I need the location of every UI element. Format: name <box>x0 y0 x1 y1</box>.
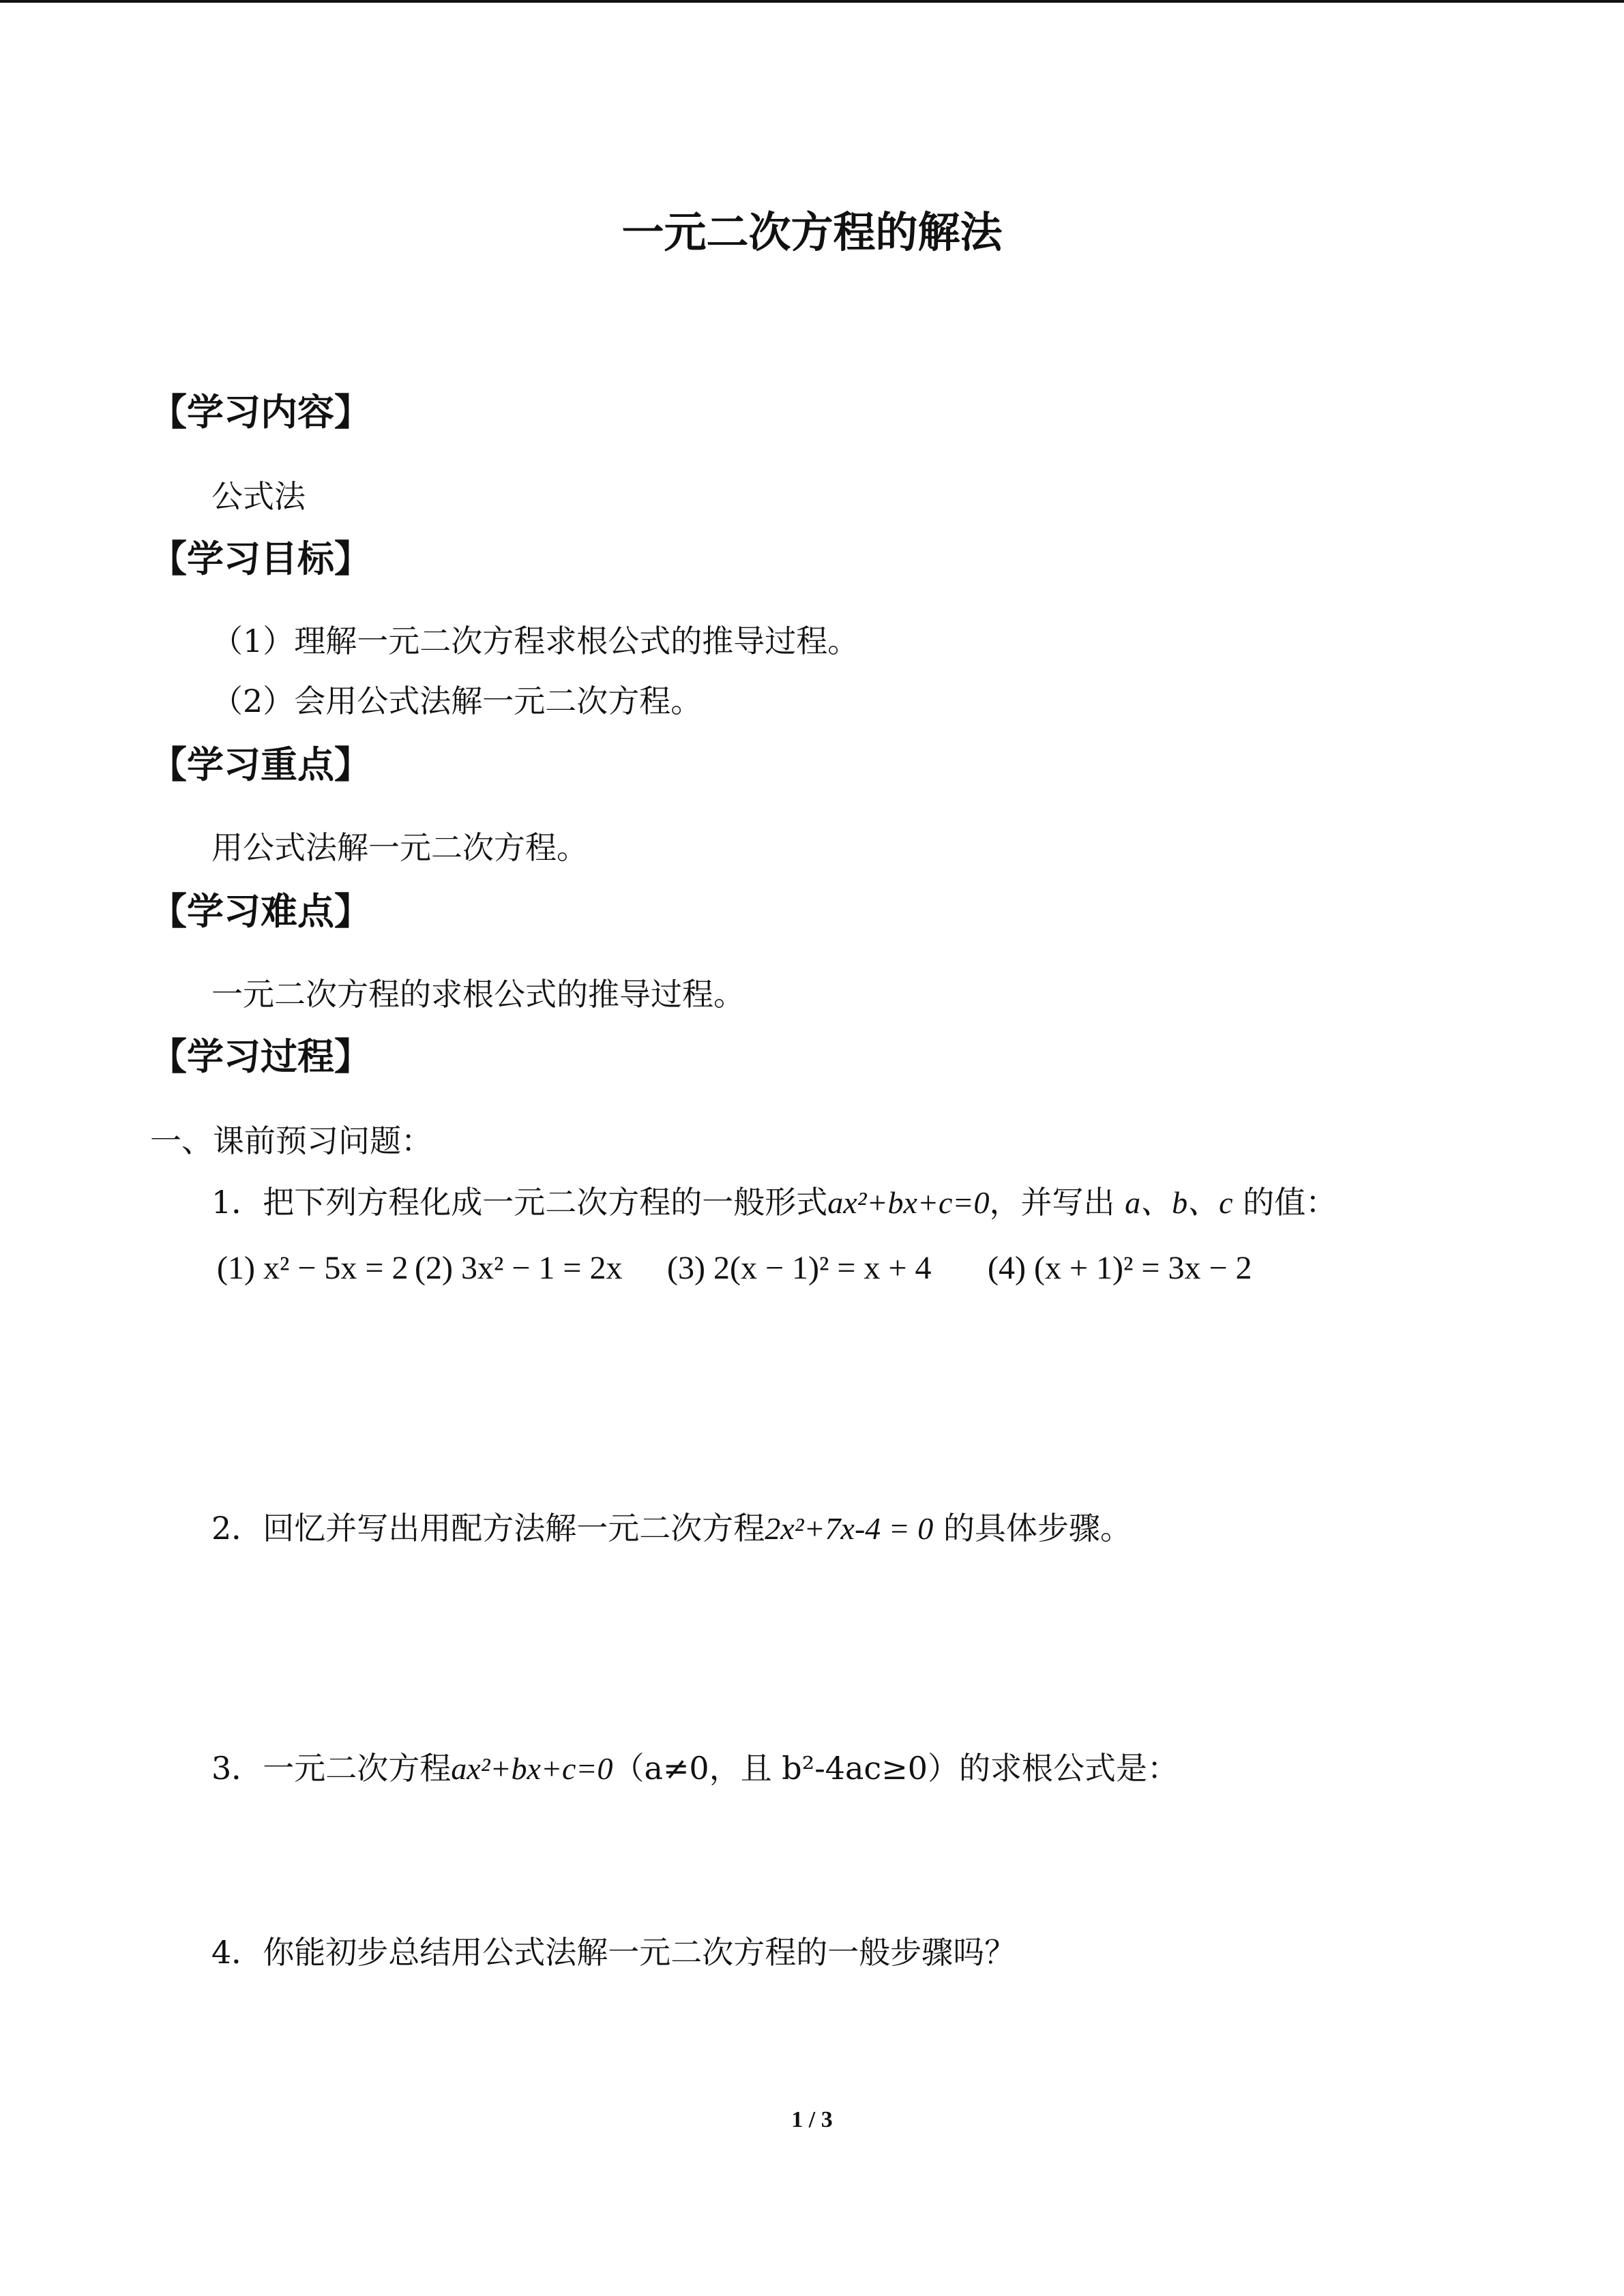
q2-text-b: 的具体步骤。 <box>943 1510 1132 1547</box>
q1-form: ax²+bx+c=0 <box>827 1185 990 1220</box>
q3-text-b: 的求根公式是： <box>959 1750 1179 1787</box>
q4-num: 4． <box>211 1934 263 1971</box>
question-2 <box>211 1512 1132 1545</box>
q1-equation: (1) x² − 5x = 2 <box>217 1250 409 1286</box>
heading-process: 【学习过程】 <box>150 1035 371 1078</box>
question-4 <box>211 1934 1016 1971</box>
q1-equation: (4) (x + 1)² = 3x − 2 <box>988 1250 1252 1286</box>
q1-equations <box>217 1249 1252 1287</box>
q2-text-a: 回忆并写出用配方法解一元二次方程 <box>263 1510 765 1547</box>
q1-text-c: 的值： <box>1243 1184 1338 1221</box>
question-3 <box>211 1750 1179 1787</box>
difficulty-text: 一元二次方程的求根公式的推导过程。 <box>211 976 745 1013</box>
keypoint-text: 用公式法解一元二次方程。 <box>211 829 588 866</box>
q3-eq: ax²+bx+c=0 <box>451 1751 613 1786</box>
q1-equation: (3) 2(x − 1)² = x + 4 <box>667 1250 932 1286</box>
q2-num: 2． <box>211 1510 263 1547</box>
goal-item-1: （1）理解一元二次方程求根公式的推导过程。 <box>211 623 859 659</box>
q3-num: 3． <box>211 1750 263 1787</box>
q1-num: 1． <box>211 1184 263 1221</box>
heading-content: 【学习内容】 <box>150 391 371 434</box>
q2-eq: 2x²+7x-4 = 0 <box>765 1511 934 1546</box>
page-title: 一元二次方程的解法 <box>621 207 1003 257</box>
content-text: 公式法 <box>211 478 306 515</box>
question-1 <box>211 1184 1338 1221</box>
goal-item-2: （2）会用公式法解一元二次方程。 <box>211 683 703 719</box>
heading-goals: 【学习目标】 <box>150 537 371 580</box>
q1-equation: (2) 3x² − 1 = 2x <box>415 1250 623 1286</box>
preview-label: 一、课前预习问题： <box>150 1122 432 1159</box>
heading-difficulty: 【学习难点】 <box>150 890 371 933</box>
q1-vars: a、b、c <box>1125 1185 1233 1220</box>
top-border <box>0 0 1624 3</box>
q1-text-b: ，并写出 <box>989 1184 1115 1221</box>
q3-text-a: 一元二次方程 <box>263 1750 452 1787</box>
q3-cond: （a≠0，且 b²-4ac≥0） <box>612 1750 960 1787</box>
q1-text-a: 把下列方程化成一元二次方程的一般形式 <box>263 1184 828 1221</box>
page-number: 1 / 3 <box>791 2107 833 2132</box>
heading-keypoint: 【学习重点】 <box>150 743 371 786</box>
q4-text: 你能初步总结用公式法解一元二次方程的一般步骤吗？ <box>263 1934 1016 1971</box>
